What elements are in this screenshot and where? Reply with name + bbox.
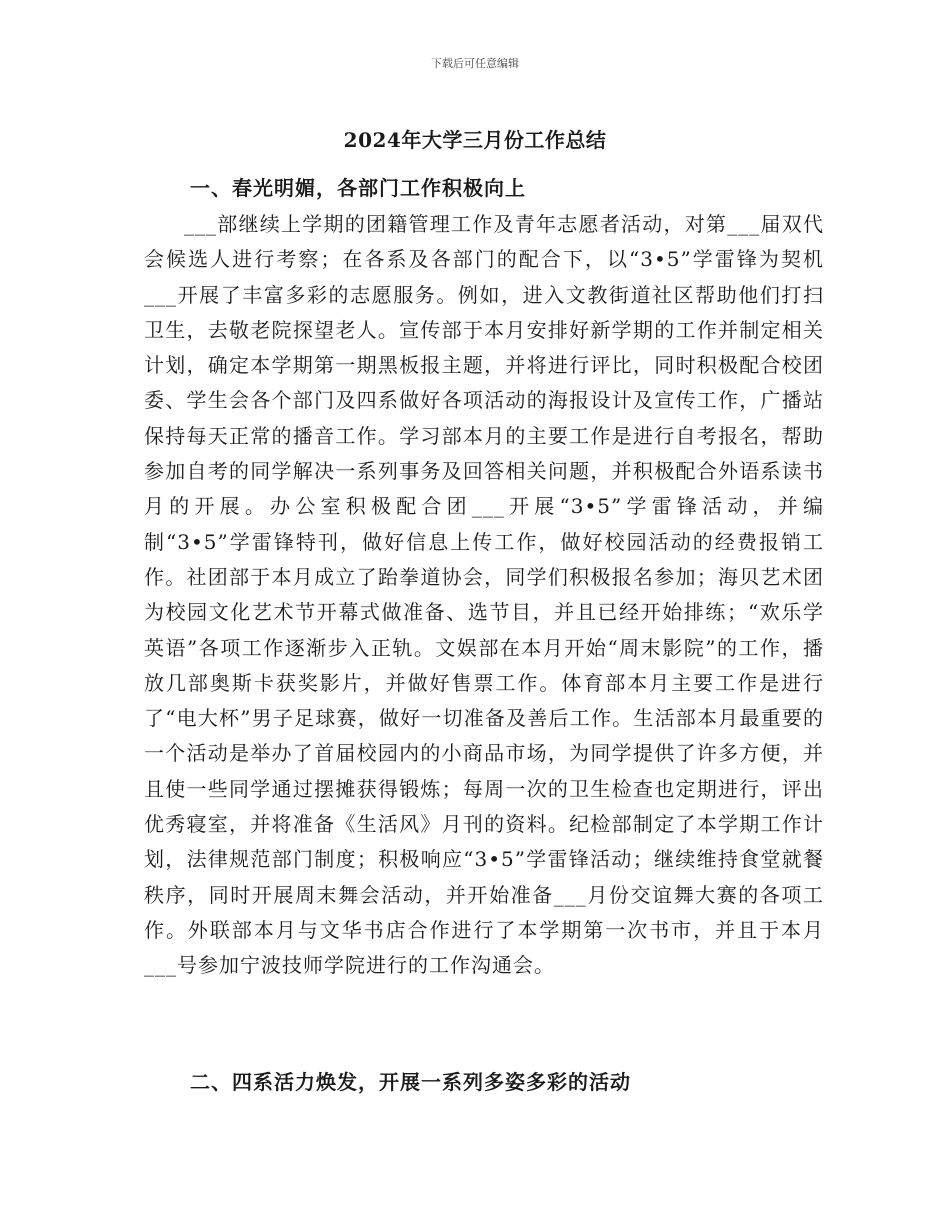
page-header-note: 下载后可任意编辑: [431, 57, 519, 70]
section-1-paragraph: ___部继续上学期的团籍管理工作及青年志愿者活动，对第___届双代会候选人进行考察；在各系及各部门的配合下，以“3•5”学雷锋为契机___开展了丰富多彩的志愿服务。例如，进入文教街道社区帮助他们打扫卫生，去敬老院探望老人。宣传部于本月安排好新学期的工作并制定相关计划，确定本学期第一期黑板报主题，并将进行评比，同时积极配合校团委、学生会各个部门及四系做好各项活动的海报设计及宣传工作，广播站保持每天正常的播音工作。学习部本月的主要工作是进行自考报名，帮助参加自考的同学解决一系列事务及回答相关问题，并积极配合外语系读书月的开展。办公室积极配合团___开展“3•5”学雷锋活动，并编制“3•5”学雷锋特刊，做好信息上传工作，做好校园活动的经费报销工作。社团部于本月成立了跆拳道协会，同学们积极报名参加；海贝艺术团为校园文化艺术节开幕式做准备、选节目，并且已经开始排练；“欢乐学英语”各项工作逐渐步入正轨。文娱部在本月开始“周末影院”的工作，播放几部奥斯卡获奖影片，并做好售票工作。体育部本月主要工作是进行了“电大杯”男子足球赛，做好一切准备及善后工作。生活部本月最重要的一个活动是举办了首届校园内的小商品市场，为同学提供了许多方便，并且使一些同学通过摆摊获得锻炼；每周一次的卫生检查也定期进行，评出优秀寝室，并将准备《生活风》月刊的资料。纪检部制定了本学期工作计划，法律规范部门制度；积极响应“3•5”学雷锋活动；继续维持食堂就餐秩序，同时开展周末舞会活动，并开始准备___月份交谊舞大赛的各项工作。外联部本月与文华书店合作进行了本学期第一次书市，并且于本月___号参加宁波技师学院进行的工作沟通会。: [144, 212, 824, 978]
section-heading-1: 一、春光明媚，各部门工作积极向上: [190, 176, 526, 200]
section-heading-2: 二、四系活力焕发，开展一系列多姿多彩的活动: [190, 1070, 631, 1094]
document-title: 2024年大学三月份工作总结: [343, 128, 607, 152]
